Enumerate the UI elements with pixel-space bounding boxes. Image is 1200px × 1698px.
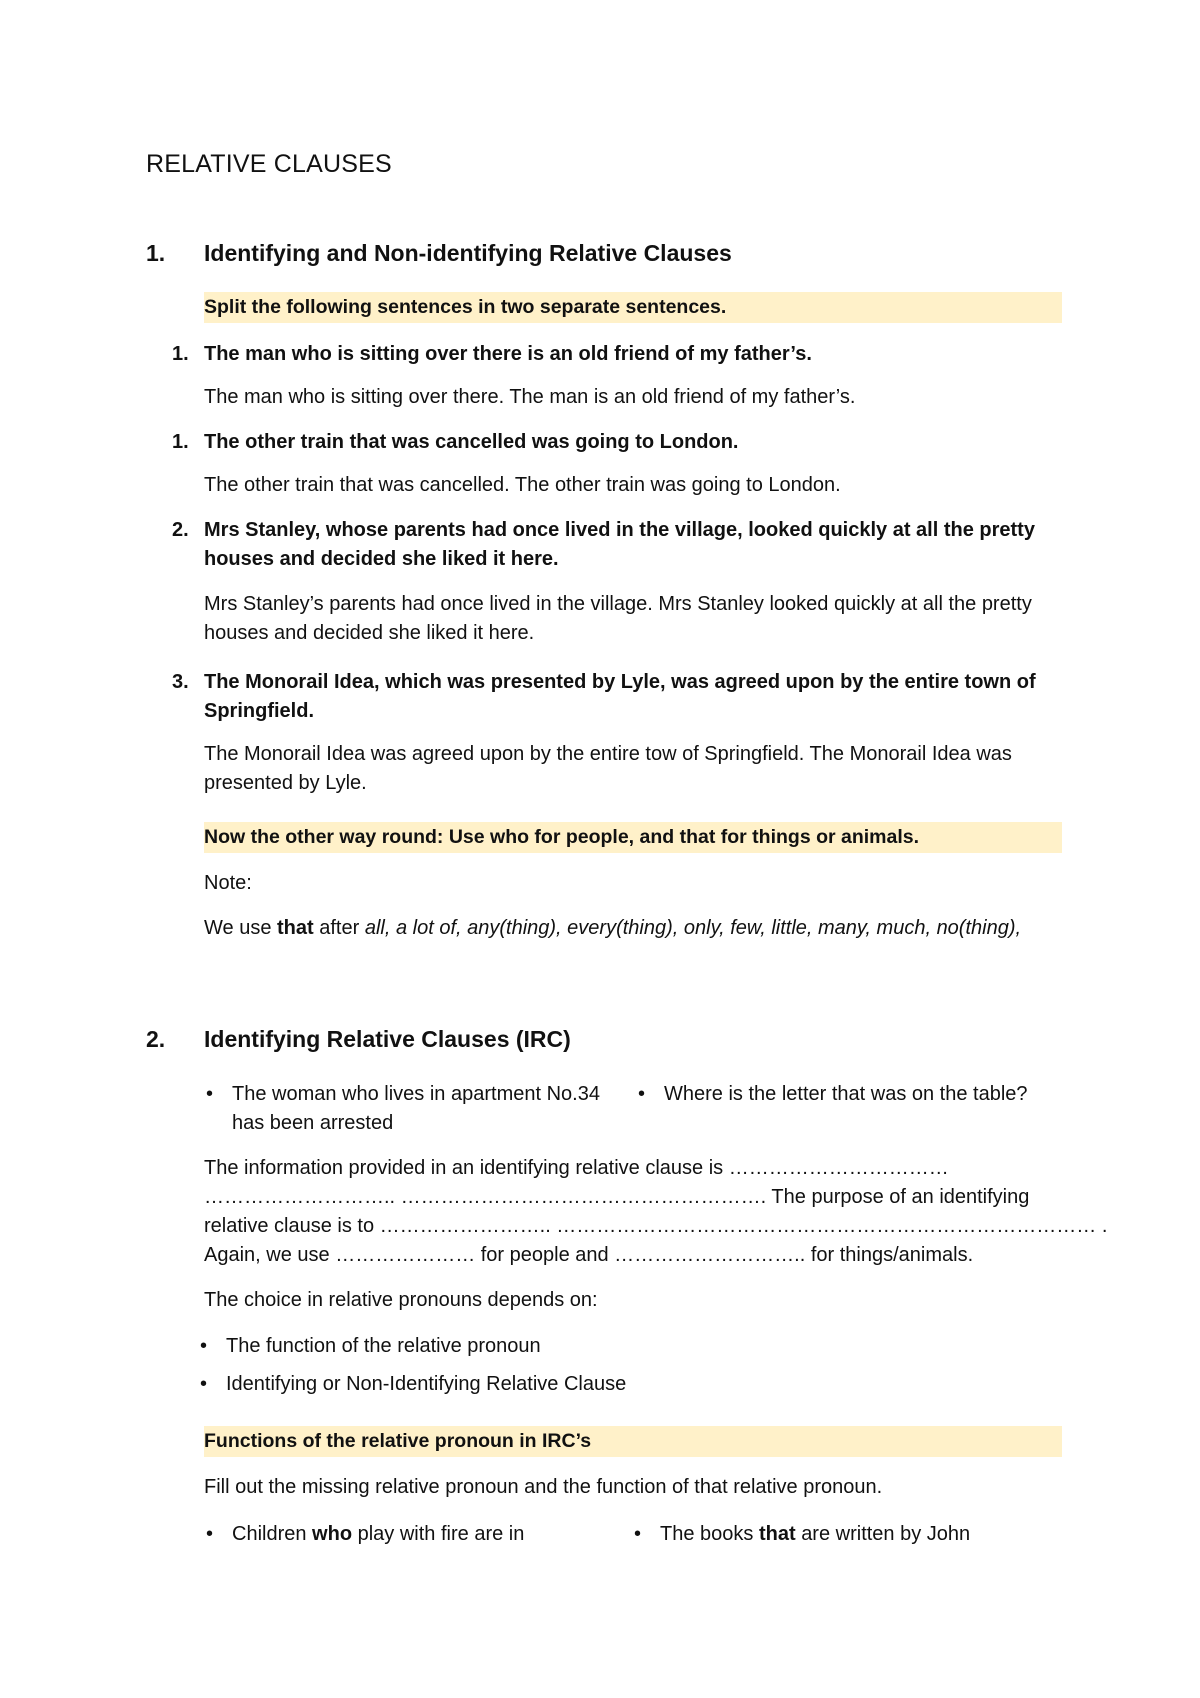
example-right: • Where is the letter that was on the table? bbox=[664, 1080, 1064, 1109]
fill-line-3: relative clause is to …………………….. ……………………………………………………………………… . bbox=[204, 1215, 1108, 1237]
section-1-title: Identifying and Non-identifying Relative Clauses bbox=[204, 240, 732, 266]
item-question: The Monorail Idea, which was presented by Lyle, was agreed upon by the entire town of Springfield. bbox=[204, 671, 1036, 722]
exercise-right bbox=[660, 1520, 1060, 1549]
note-after: after bbox=[319, 917, 360, 939]
choice-item: • Identifying or Non-Identifying Relative Clause bbox=[226, 1370, 1026, 1399]
item-number: 1. bbox=[172, 343, 189, 365]
note-bold-word: that bbox=[277, 917, 314, 939]
note-label: Note: bbox=[204, 872, 252, 894]
item-answer: Mrs Stanley’s parents had once lived in the village. Mrs Stanley looked quickly at all the pretty houses and decided she liked it here. bbox=[204, 593, 1032, 644]
item-question: Mrs Stanley, whose parents had once lived in the village, looked quickly at all the pretty houses and decided she liked it here. bbox=[204, 519, 1035, 570]
item-answer: The other train that was cancelled. The other train was going to London. bbox=[204, 474, 841, 496]
fill-line-1: The information provided in an identifying relative clause is …………………………… bbox=[204, 1157, 949, 1179]
exercise-left-pre: Children bbox=[232, 1523, 307, 1545]
exercise-right-post: are written by John bbox=[801, 1523, 971, 1545]
example-left: • The woman who lives in apartment No.34 has been arrested bbox=[232, 1080, 602, 1138]
item-answer: The man who is sitting over there. The man is an old friend of my father’s. bbox=[204, 386, 856, 408]
item-number: 1. bbox=[172, 431, 189, 453]
instruction-band-2: Now the other way round: Use who for people, and that for things or animals. bbox=[204, 822, 1062, 853]
exercise-right-pre: The books bbox=[660, 1523, 754, 1545]
choice-intro: The choice in relative pronouns depends on: bbox=[204, 1289, 598, 1311]
section-2-title: Identifying Relative Clauses (IRC) bbox=[204, 1026, 571, 1052]
section-1-number: 1. bbox=[146, 240, 166, 266]
fill-instruction: Fill out the missing relative pronoun and the function of that relative pronoun. bbox=[204, 1476, 883, 1498]
note-prefix: We use bbox=[204, 917, 272, 939]
choice-item: • The function of the relative pronoun bbox=[226, 1332, 1026, 1361]
item-number: 3. bbox=[172, 671, 189, 693]
item-answer: The Monorail Idea was agreed upon by the entire tow of Springfield. The Monorail Idea was presented by Lyle. bbox=[204, 743, 1012, 794]
instruction-band: Split the following sentences in two separate sentences. bbox=[204, 292, 1062, 323]
section-2-number: 2. bbox=[146, 1026, 166, 1052]
exercise-left-post: play with fire are in bbox=[357, 1523, 525, 1545]
exercise-left-pronoun: who bbox=[312, 1523, 353, 1545]
exercise-right-pronoun: that bbox=[758, 1523, 796, 1545]
item-question: The man who is sitting over there is an old friend of my father’s. bbox=[204, 343, 812, 365]
item-question: The other train that was cancelled was going to London. bbox=[204, 431, 739, 453]
note-text bbox=[204, 914, 1066, 943]
note-italic-list: all, a lot of, any(thing), every(thing), only, few, little, many, much, no(thing), bbox=[364, 917, 1022, 939]
page-title: RELATIVE CLAUSES bbox=[146, 150, 392, 178]
fill-line-2: ……………………….. ………………………………………………. The purpose of an identifying bbox=[204, 1186, 1030, 1208]
exercise-left bbox=[232, 1520, 612, 1549]
fill-line-4: Again, we use ………………… for people and ……………………….. for things/animals. bbox=[204, 1244, 974, 1266]
functions-heading-band: Functions of the relative pronoun in IRC’s bbox=[204, 1426, 1062, 1457]
item-number: 2. bbox=[172, 519, 189, 541]
